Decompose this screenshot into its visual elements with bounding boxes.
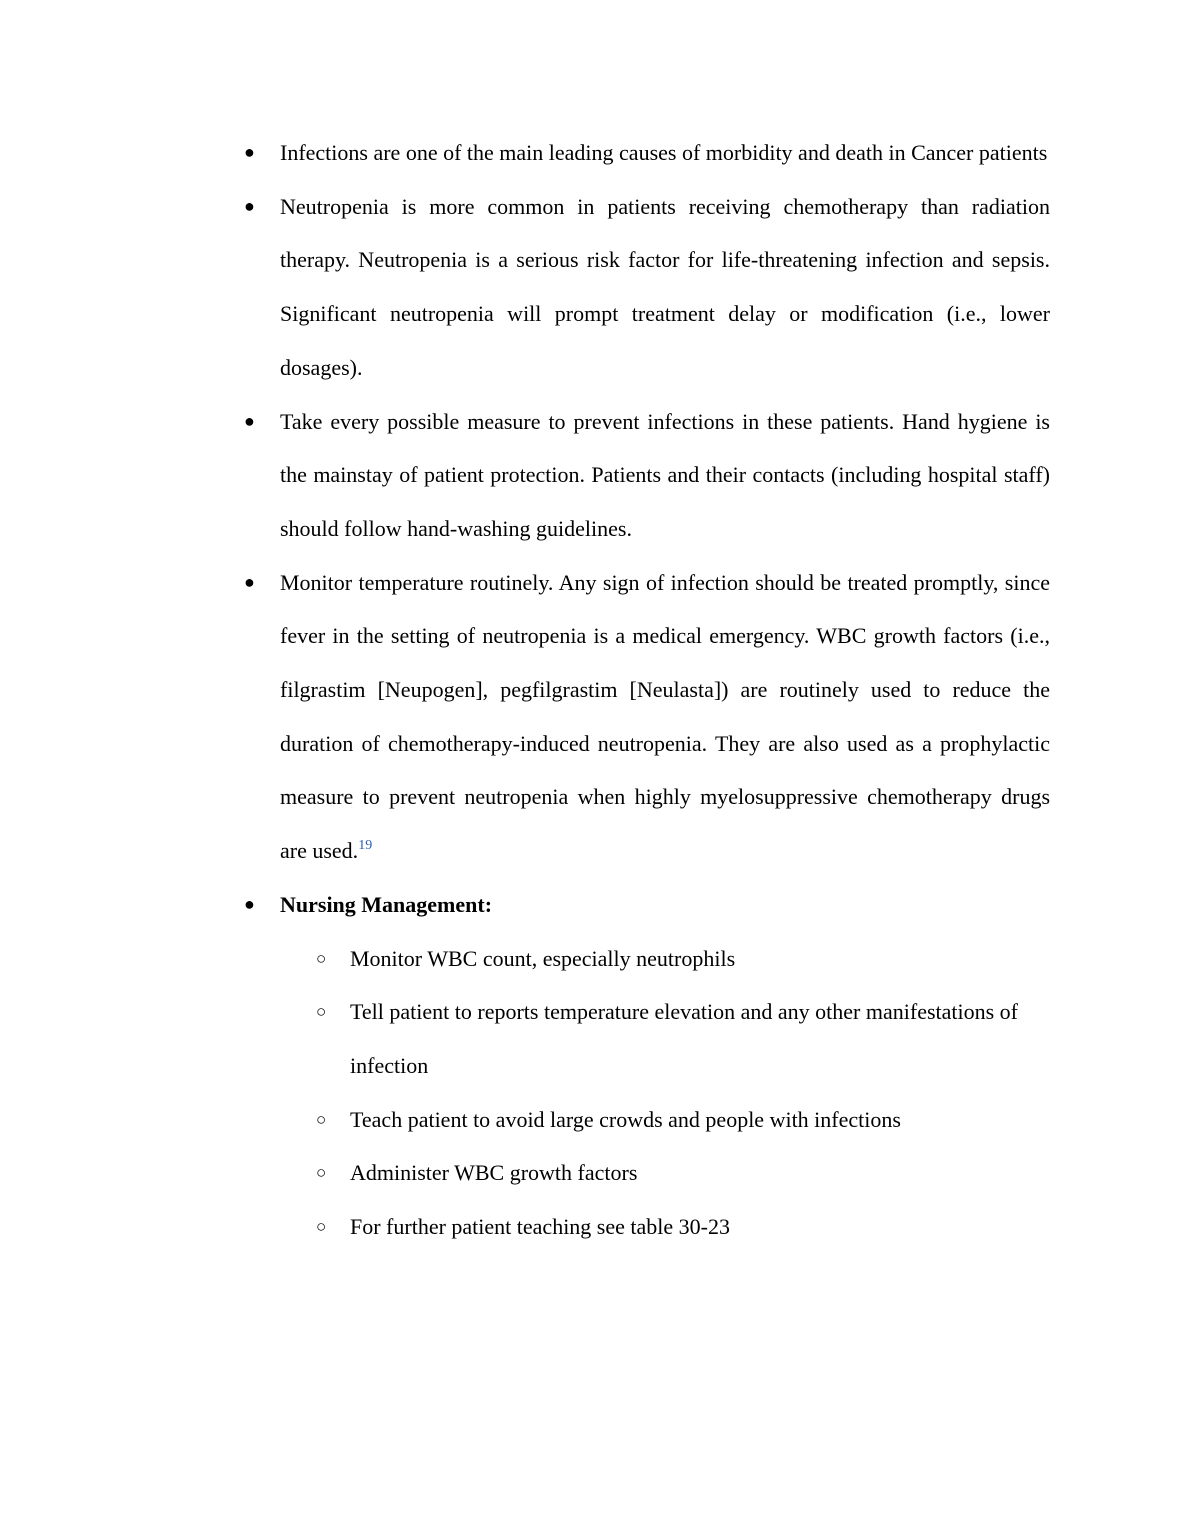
circle-bullet-icon: ○ (316, 1002, 327, 1022)
item-text: Take every possible measure to prevent infections in these patients. Hand hygiene is the mainstay of patient protection. Patients and their contacts (including hospital staff) should follow hand-washing guidelines. (280, 408, 1050, 541)
sub-item-text: Monitor WBC count, especially neutrophils (350, 945, 736, 971)
sub-list-item (280, 1146, 1050, 1200)
bullet-list (244, 126, 1050, 1254)
sub-item-text: Administer WBC growth factors (350, 1160, 638, 1186)
circle-bullet-icon: ○ (316, 1217, 327, 1237)
sub-list-item (280, 1093, 1050, 1147)
bullet-icon: ● (244, 571, 255, 592)
list-item (244, 556, 1050, 878)
circle-bullet-icon: ○ (316, 948, 327, 968)
item-text: Monitor temperature routinely. Any sign of infection should be treated promptly, since fever in the setting of neutropenia is a medical emergency. WBC growth factors (i.e., filgrastim [Neupogen], pegfilgrastim [Neulasta]) are routinely used to reduce the duration of chemotherapy-induced neutropenia. They are also used as a prophylactic measure to prevent neutropenia when highly myelosuppressive chemotherapy drugs are used. (280, 569, 1050, 864)
sub-item-text: For further patient teaching see table 30-23 (350, 1214, 730, 1240)
sub-list-item (280, 932, 1050, 986)
nursing-sub-list (280, 932, 1050, 1254)
sub-item-text: Teach patient to avoid large crowds and people with infections (350, 1106, 901, 1132)
list-item (244, 395, 1050, 556)
sub-item-text: Tell patient to reports temperature elevation and any other manifestations of infection (350, 999, 1019, 1078)
section-heading: Nursing Management: (280, 891, 493, 917)
circle-bullet-icon: ○ (316, 1109, 327, 1129)
item-text: Neutropenia is more common in patients receiving chemotherapy than radiation therapy. Neutropenia is a serious risk factor for life-threatening infection and sepsis. Significant neutropenia will prompt treatment delay or modification (i.e., lower dosages). (280, 193, 1050, 380)
item-text: Infections are one of the main leading causes of morbidity and death in Cancer patients (280, 140, 1048, 165)
circle-bullet-icon: ○ (316, 1163, 327, 1183)
bullet-icon: ● (244, 893, 255, 914)
sub-list-item (280, 985, 1050, 1092)
footnote-reference-link[interactable]: 19 (358, 838, 373, 854)
bullet-icon: ● (244, 195, 255, 216)
sub-list-item (280, 1200, 1050, 1254)
bullet-icon: ● (244, 410, 255, 431)
nursing-management-section (244, 878, 1050, 1254)
bullet-icon: ● (244, 142, 255, 162)
list-item (244, 126, 1050, 180)
list-item (244, 180, 1050, 395)
